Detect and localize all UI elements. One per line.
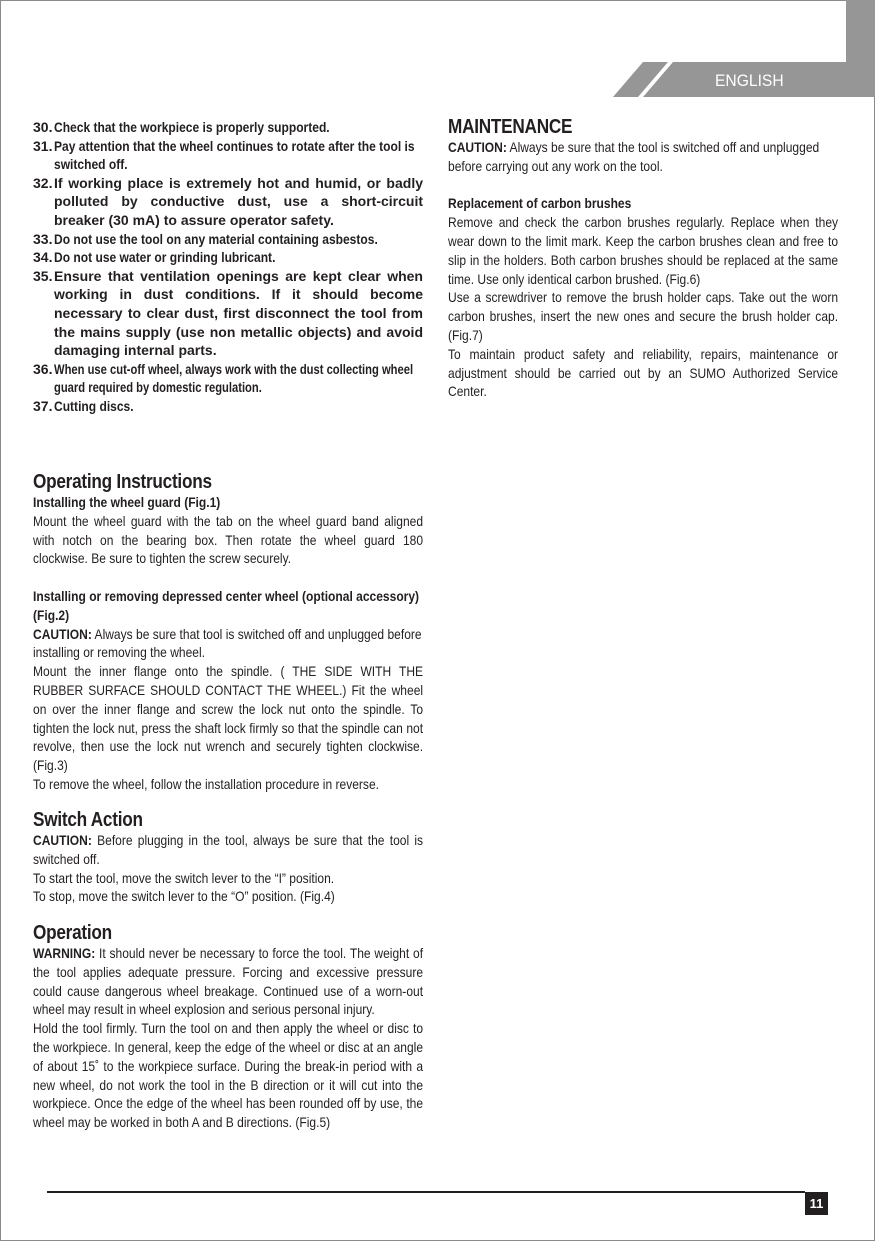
list-item	[33, 267, 423, 360]
caution-label: CAUTION:	[33, 832, 92, 848]
caution-text: Before plugging in the tool, always be sure that the tool is switched off.	[33, 832, 424, 867]
caution-paragraph	[448, 138, 838, 176]
caution-label: CAUTION:	[448, 139, 507, 155]
caution-text: Always be sure that tool is switched off and unplugged before installing or removing the wheel.	[33, 625, 422, 661]
list-item	[33, 174, 423, 230]
item-text: Do not use water or grinding lubricant.	[54, 249, 276, 266]
body-paragraph: Remove and check the carbon brushes regularly. Replace when they wear down to the limit mark. Keep the carbon brushes clean and free to slip in the holders. Both carbon brushes should be replaced at the same time. Use only identical carbon brushed. (Fig.6)	[448, 214, 839, 287]
list-item	[33, 118, 423, 137]
section-title: Operating Instructions	[33, 471, 212, 493]
footer-rule	[47, 1191, 805, 1193]
operation-section	[33, 922, 423, 1132]
body-paragraph: To start the tool, move the switch lever to the “I” position.	[33, 869, 335, 886]
caution-paragraph	[33, 831, 423, 869]
language-banner	[613, 62, 875, 97]
item-number: 33.	[33, 230, 53, 247]
body-paragraph: Hold the tool firmly. Turn the tool on and then apply the wheel or disc to the workpiece. In general, keep the edge of the wheel or disc at an angle of about 15˚ to the workpiece surface. During the break-in period with a new wheel, do not work the tool in the B direction or it will cut into the workpiece. Once the edge of the wheel has been rounded off by use, the wheel may be worked in both A and B directions. (Fig.5)	[33, 1020, 424, 1131]
item-text: If working place is extremely hot and humid, or badly polluted by conductive dust, use a short-circuit breaker (30 mA) to assure operator safety.	[54, 174, 423, 228]
item-text: Ensure that ventilation openings are kept clear when working in dust conditions. If it should become necessary to clear dust, first disconnect the tool from the mains supply (use non metallic objects) and avoid damaging internal parts.	[54, 267, 423, 359]
item-text: When use cut-off wheel, always work with the dust collecting wheel guard required by domestic regulation.	[54, 360, 414, 396]
section-title: MAINTENANCE	[448, 116, 573, 138]
caution-label: CAUTION:	[33, 625, 92, 642]
list-item	[33, 248, 423, 267]
body-paragraph: Use a screwdriver to remove the brush holder caps. Take out the worn carbon brushes, insert the new ones and secure the brush holder cap. (Fig.7)	[448, 289, 839, 343]
item-number: 34.	[33, 249, 53, 266]
caution-text: Always be sure that the tool is switched off and unplugged before carrying out any work on the tool.	[448, 139, 820, 174]
body-paragraph: To stop, move the switch lever to the “O” position. (Fig.4)	[33, 888, 335, 905]
item-number: 31.	[33, 137, 53, 154]
page-number: 11	[805, 1192, 828, 1215]
item-number: 35.	[33, 267, 53, 284]
subsection-heading: Installing or removing depressed center wheel (optional accessory) (Fig.2)	[33, 587, 420, 623]
caution-paragraph	[33, 625, 423, 663]
item-number: 36.	[33, 360, 53, 377]
item-number: 37.	[33, 397, 53, 414]
body-paragraph: To maintain product safety and reliability, repairs, maintenance or adjustment should be carried out by an SUMO Authorized Service Center.	[448, 345, 839, 400]
switch-action-section	[33, 809, 423, 906]
list-item	[33, 397, 423, 416]
item-text: Pay attention that the wheel continues to rotate after the tool is switched off.	[54, 137, 415, 173]
warning-text: It should never be necessary to force the tool. The weight of the tool applies adequate pressure. Forcing and excessive pressure could cause dangerous wheel breakage. Continued use of a worn-out wheel may result in wheel explosion and serious personal injury.	[33, 945, 424, 1018]
list-item	[33, 230, 423, 249]
item-text: Check that the workpiece is properly supported.	[54, 119, 330, 135]
maintenance-section	[448, 116, 838, 401]
item-number: 30.	[33, 119, 53, 135]
body-paragraph: Mount the wheel guard with the tab on the wheel guard band aligned with notch on the bearing box. Then rotate the wheel guard 180 clockwise. Be sure to tighten the screw securely.	[33, 512, 424, 567]
subsection-heading: Installing the wheel guard (Fig.1)	[33, 494, 221, 510]
safety-instructions-list	[33, 118, 423, 416]
body-paragraph: To remove the wheel, follow the installation procedure in reverse.	[33, 775, 380, 792]
warning-label: WARNING:	[33, 945, 96, 961]
item-text: Do not use the tool on any material containing asbestos.	[54, 230, 378, 247]
item-text: Cutting discs.	[54, 397, 134, 414]
section-title: Operation	[33, 922, 112, 944]
operating-instructions-section	[33, 471, 423, 794]
body-paragraph: Mount the inner flange onto the spindle. ( THE SIDE WITH THE RUBBER SURFACE SHOULD CONTACT THE WHEEL.) Fit the wheel on over the inner flange and screw the lock nut onto the spindle. To tighten the lock nut, press the shaft lock firmly so that the spindle can not revolve, then use the lock nut wrench and securely tighten clockwise.(Fig.3)	[33, 663, 424, 774]
section-title: Switch Action	[33, 809, 143, 831]
item-number: 32.	[33, 174, 53, 191]
list-item	[33, 360, 423, 397]
language-label: ENGLISH	[715, 71, 784, 90]
warning-paragraph	[33, 944, 423, 1019]
subsection-heading: Replacement of carbon brushes	[448, 195, 632, 212]
list-item	[33, 137, 423, 174]
